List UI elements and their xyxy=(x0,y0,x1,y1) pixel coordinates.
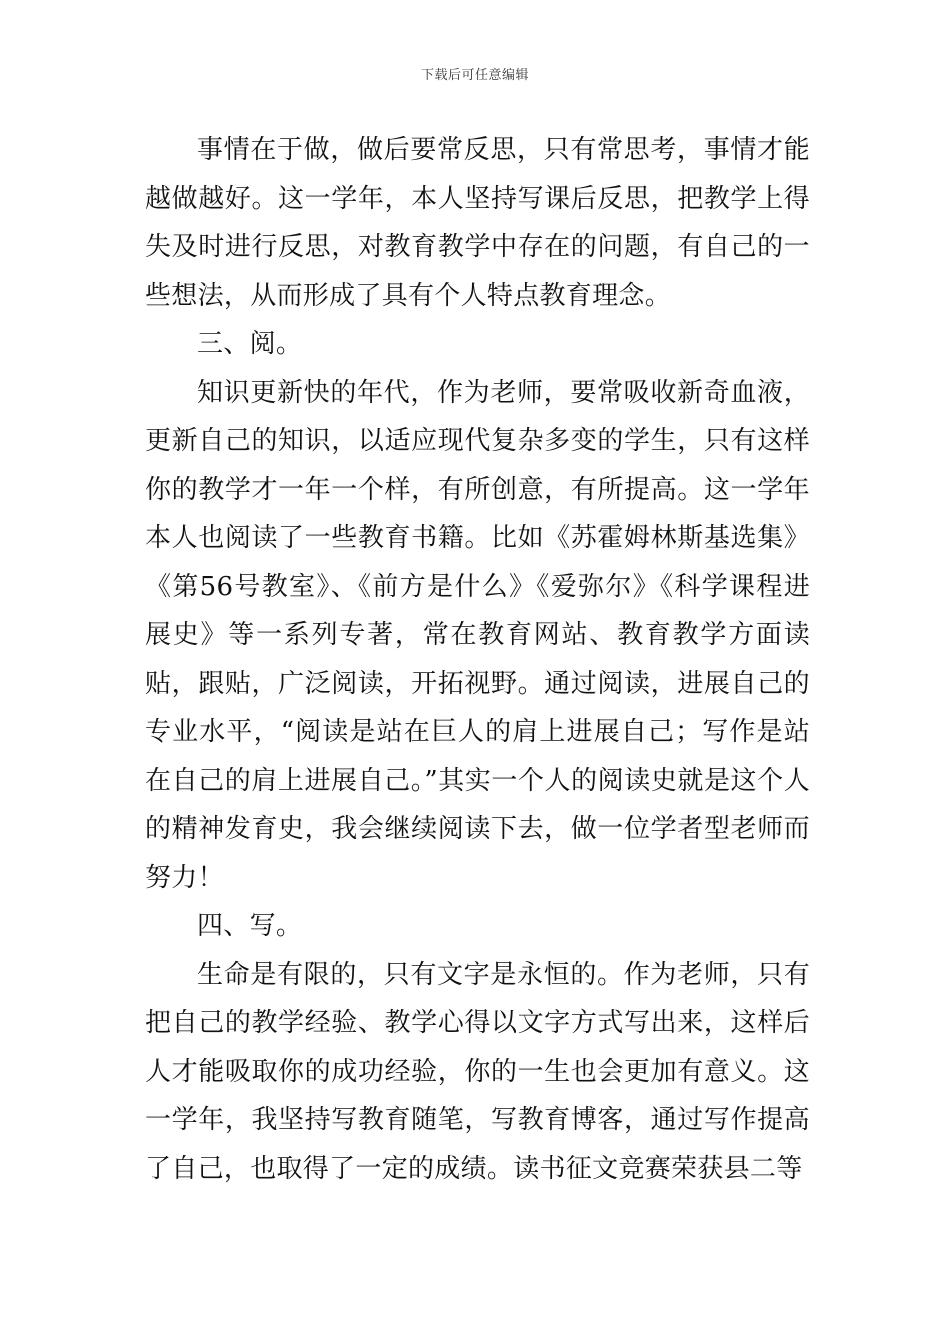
paragraph-reading: 知识更新快的年代，作为老师，要常吸收新奇血液，更新自己的知识，以适应现代复杂多变的学生，只有这样你的教学才一年一个样，有所创意，有所提高。这一学年本人也阅读了一些教育书籍。比如《苏霍姆林斯基选集》《第56号教室》、《前方是什么》《爱弥尔》《科学课程进展史》等一系列专著，常在教育网站、教育教学方面读贴，跟贴，广泛阅读，开拓视野。通过阅读，进展自己的专业水平，“阅读是站在巨人的肩上进展自己；写作是站在自己的肩上进展自己。”其实一个人的阅读史就是这个人的精神发育史，我会继续阅读下去，做一位学者型老师而努力！ xyxy=(145,377,810,893)
section-heading-writing: 四、写。 xyxy=(197,911,303,941)
paragraph-writing: 生命是有限的，只有文字是永恒的。作为老师，只有把自己的教学经验、教学心得以文字方式写出来，这样后人才能吸取你的成功经验，你的一生也会更加有意义。这一学年，我坚持写教育随笔，写教育博客，通过写作提高了自己，也取得了一定的成绩。读书征文竞赛荣获县二等 xyxy=(145,959,810,1184)
page-header: 下载后可任意编辑 xyxy=(420,68,529,83)
paragraph-reflection: 事情在于做，做后要常反思，只有常思考，事情才能越做越好。这一学年，本人坚持写课后反思，把教学上得失及时进行反思，对教育教学中存在的问题，有自己的一些想法，从而形成了具有个人特点教育理念。 xyxy=(145,135,810,311)
document-body xyxy=(145,126,810,1193)
section-heading-reading: 三、阅。 xyxy=(197,329,303,359)
